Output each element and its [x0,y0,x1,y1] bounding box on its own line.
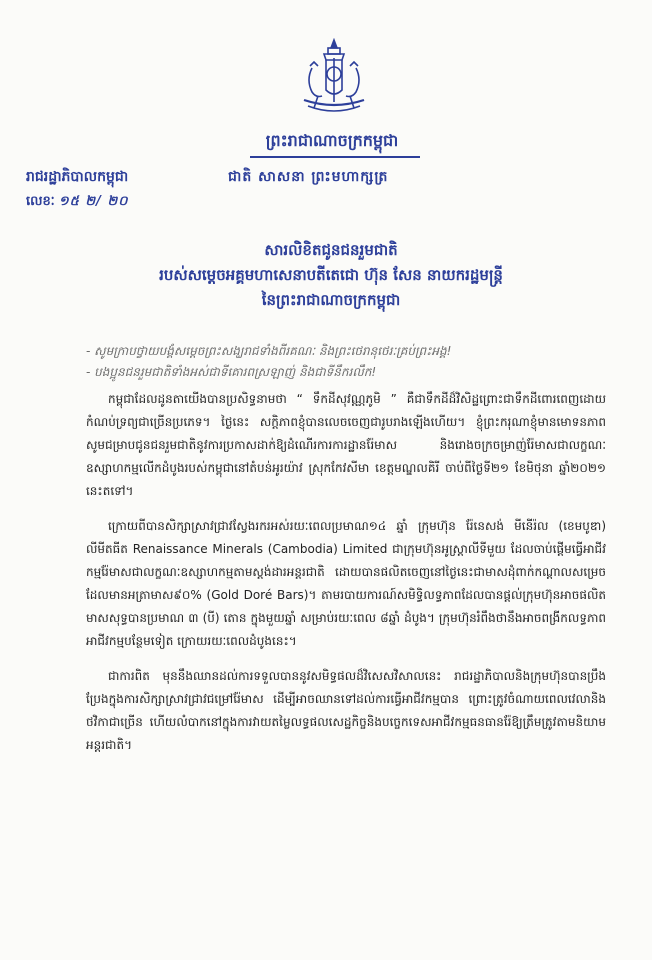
letter-title [100,238,562,313]
royal-coat-of-arms-icon [298,38,370,120]
body-paragraph: កម្ពុជាដែលដូនតាយើងបានប្រសិទ្ធនាមថា “ ទឹកដីសុវណ្ណភូមិ ” គឺជាទឹកដីដ៏វិសិដ្ឋព្រោះជាទឹកដីពោរពេញដោយកំណប់ទ្រព្យជាច្រើនប្រភេទ។ ថ្ងៃនេះ សក្តិភាពខ្ញុំបានលេចចេញជារូបរាងឡើងហើយ។ ខ្ញុំព្រះករុណាខ្ញុំមានមោទនភាព សូមជម្រាបជូនជនរួមជាតិនូវការប្រកាសដាក់ឱ្យដំណើរការការដ្ឋានរ៉ែមាស និងរោងចក្រចម្រាញ់រ៉ែមាសជាលក្ខណៈឧស្សាហកម្មលើកដំបូងរបស់កម្ពុជានៅតំបន់អូរយ៉ាវ ស្រុកកែវសីមា ខេត្តមណ្ឌលគិរី ចាប់ពីថ្ងៃទី២១ ខែមិថុនា ឆ្នាំ២០២១ នេះតទៅ។ [86,392,606,498]
reference-number [26,193,128,212]
salutation-line: - បងប្អូនជនរួមជាតិទាំងអស់ជាទីគោរពស្រឡាញ់ និងជាទីនឹករលឹក! [86,365,377,379]
letter-body [86,388,606,757]
title-line-2: របស់សម្តេចអគ្គមហាសេនាបតីតេជោ ហ៊ុន សែន នាយករដ្ឋមន្ត្រី [159,266,503,284]
title-line-3: នៃព្រះរាជាណាចក្រកម្ពុជា [261,291,401,309]
salutation-list [86,341,606,383]
title-line-1: សារលិខិតជូនជនរួមជាតិ [264,241,398,259]
body-paragraph: ក្រោយពីបានសិក្សាស្រាវជ្រាវស្វែងរករអស់រយៈពេលប្រមាណ១៤ ឆ្នាំ ក្រុមហ៊ុន រ៉ែនេសង់ មីនើរ៉ល (ខេមបូឌា) លីមីតធីត Renaissance Minerals (Cambodia) Limited ជាក្រុមហ៊ុនអូស្ត្រាលីទីមួយ ដែលចាប់ផ្តើមធ្វើអាជីវកម្មរ៉ែមាសជាលក្ខណៈឧស្សាហកម្មតាមស្តង់ដារអន្តរជាតិ ដោយបានផលិតចេញនៅថ្ងៃនេះជាមាសដុំពាក់កណ្តាលសម្រេចដែលមានអត្រាមាស៩០% (Gold Doré Bars)។ តាមរបាយការណ៍សមិទ្ធិលទ្ធភាពដែលបានផ្តល់ក្រុមហ៊ុនអាចផលិតមាសសុទ្ធបានប្រមាណ ៣ (បី) តោន ក្នុងមួយឆ្នាំ សម្រាប់រយៈពេល ៨ឆ្នាំ ដំបូង។ ក្រុមហ៊ុនរំពឹងថានឹងអាចពង្រីកលទ្ធភាពអាជីវកម្មបន្ថែមទៀត ក្រោយរយៈពេលដំបូងនេះ។ [86,519,607,648]
national-motto: ជាតិ សាសនា ព្រះមហាក្សត្រ [228,169,389,185]
reference-label: លេខៈ [26,194,55,209]
heading-underline [250,156,420,158]
salutation-line: - សូមក្រាបថ្វាយបង្គំសម្តេចព្រះសង្ឃរាជទាំងពីរគណៈ និងព្រះថេរានុថេរៈគ្រប់ព្រះអង្គ! [86,344,452,358]
government-name: រាជរដ្ឋាភិបាលកម្ពុជា [26,169,129,185]
body-paragraph: ជាការពិត មុននឹងឈានដល់ការទទួលបាននូវសមិទ្ធផលដ៏វិសេសវិសាលនេះ រាជរដ្ឋាភិបាលនិងក្រុមហ៊ុនបានប្រឹងប្រែងក្នុងការសិក្សាស្រាវជ្រាវជម្រៅរ៉ែមាស ដើម្បីអាចឈានទៅដល់ការធ្វើអាជីវកម្មបាន ព្រោះត្រូវចំណាយពេលវេលានិងថវិកាជាច្រើន ហើយលំបាកនៅក្នុងការវាយតម្លៃលទ្ធផលសេដ្ឋកិច្ចនិងបច្ចេកទេសអាជីវកម្មធនធានរ៉ែឱ្យត្រឹមត្រូវតាមនិយាមអន្តរជាតិ។ [86,669,606,752]
reference-value: ១៥ ២/ ២០ [58,194,129,209]
kingdom-heading: ព្រះរាជាណាចក្រកម្ពុជា [265,131,399,150]
